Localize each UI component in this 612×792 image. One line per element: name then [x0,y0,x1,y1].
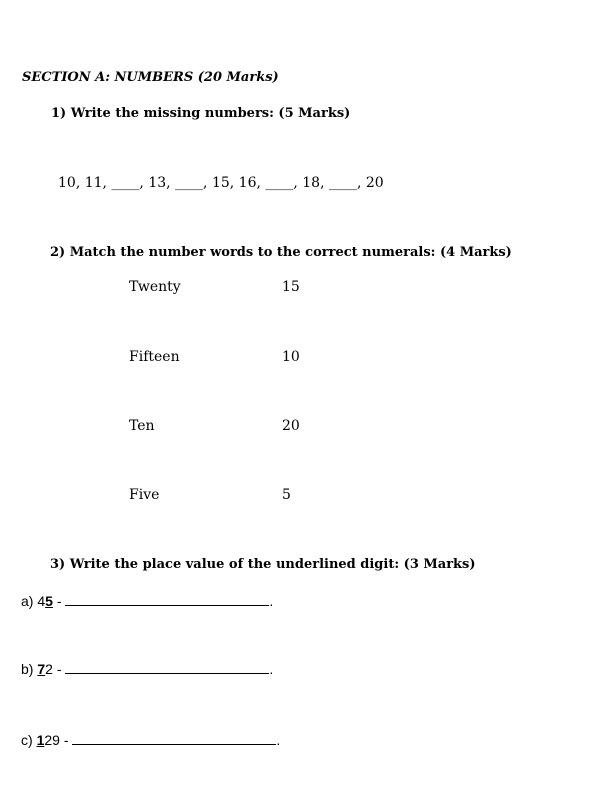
number-suffix: 2 - [45,661,62,677]
answer-blank[interactable] [72,731,276,745]
match-word: Twenty [129,279,181,295]
question-2-title: 2) Match the number words to the correct numerals: (4 Marks) [50,245,512,260]
item-label: a) [21,593,34,609]
match-numeral: 20 [282,418,300,434]
answer-blank[interactable] [65,660,269,674]
match-word: Ten [129,418,155,434]
match-numeral: 10 [282,349,300,365]
question-1-title: 1) Write the missing numbers: (5 Marks) [51,106,351,121]
question-3-title: 3) Write the place value of the underlined digit: (3 Marks) [50,557,476,572]
underlined-digit: 1 [36,732,45,748]
section-title: SECTION A: NUMBERS (20 Marks) [22,70,279,85]
underlined-digit: 7 [37,661,46,677]
underlined-digit: 5 [45,593,53,609]
item-label: c) [21,732,33,748]
item-end: . [269,661,274,677]
match-word: Fifteen [129,349,180,365]
match-numeral: 5 [282,487,291,503]
item-end: . [269,593,274,609]
answer-blank[interactable] [65,592,269,606]
item-label: b) [21,661,34,677]
missing-numbers-sequence: 10, 11, ____, 13, ____, 15, 16, ____, 18, ____, 20 [58,175,384,191]
match-numeral: 15 [282,279,300,295]
number-suffix: 29 - [44,732,69,748]
item-end: . [276,732,281,748]
number-prefix: 4 [37,593,46,609]
number-suffix: - [52,593,62,609]
place-value-item-c [21,731,280,748]
match-word: Five [129,487,160,503]
place-value-item-b [21,660,273,677]
place-value-item-a [21,592,273,609]
